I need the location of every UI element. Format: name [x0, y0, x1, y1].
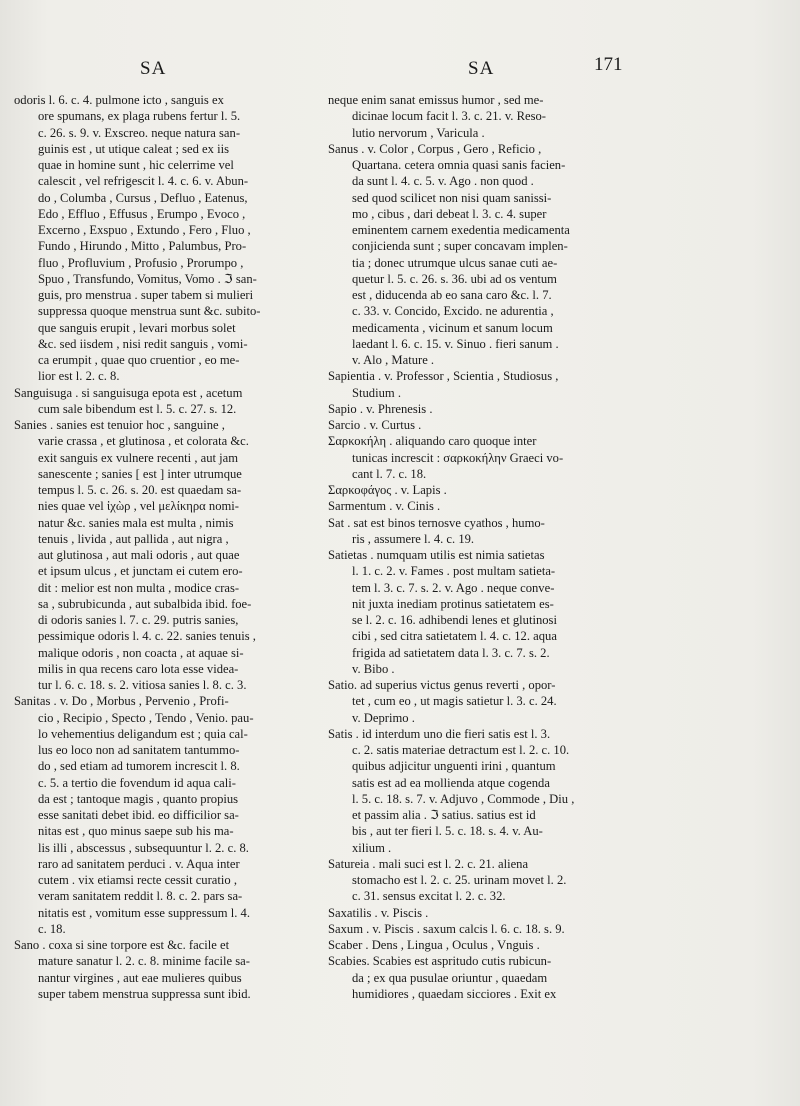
entry-line: Σαρκοφάγος . v. Lapis .	[328, 483, 447, 497]
entry-line: Sapio . v. Phrenesis .	[328, 401, 433, 416]
entry-line: dit : melior est non multa , modice cras-	[38, 580, 240, 595]
entry-line: v. Deprimo .	[352, 710, 415, 725]
entry-line: malique odoris , non coacta , at aquae si-	[38, 645, 244, 660]
entry-line: tempus l. 5. c. 26. s. 20. est quaedam sa-	[38, 483, 242, 497]
entry-line: super tabem menstrua suppressa sunt ibid.	[38, 986, 251, 1001]
entry-line: tunicas increscit : σαρκοκήλην Graeci vo-	[352, 450, 564, 465]
entry-line: sa , subrubicunda , aut subalbida ibid. foe-	[38, 596, 252, 611]
entry-line: neque enim sanat emissus humor , sed me-	[328, 93, 544, 107]
entry-line: c. 31. sensus excitat l. 2. c. 32.	[352, 889, 506, 904]
entry-line: ca erumpit , quae quo cruentior , eo me-	[38, 353, 240, 367]
entry-line: Spuo , Transfundo, Vomitus, Vomo . ℑ san-	[38, 271, 257, 286]
entry-line: raro ad sanitatem perduci . v. Aqua inter	[38, 856, 240, 871]
running-head-right: SA	[468, 58, 495, 79]
entry-line: stomacho est l. 2. c. 25. urinam movet l. 2.	[352, 873, 567, 887]
entry-line: tur l. 6. c. 18. s. 2. vitiosa sanies l. 8. c. 3.	[38, 678, 247, 692]
entry-line: di odoris sanies l. 7. c. 29. putris sanies,	[38, 613, 239, 627]
dictionary-entry	[14, 92, 334, 385]
entry-line: v. Bibo .	[352, 661, 395, 676]
entry-line: Scaber . Dens , Lingua , Oculus , Vnguis .	[328, 938, 540, 952]
entry-line: se l. 2. c. 16. adhibendi lenes et glutinosi	[352, 613, 557, 627]
dictionary-entry	[328, 401, 672, 417]
dictionary-entry	[14, 937, 334, 1002]
dictionary-entry	[328, 433, 672, 482]
entry-line: Sanies . sanies est tenuior hoc , sanguine ,	[14, 418, 225, 432]
entry-line: do , sed etiam ad tumorem increscit l. 8.	[38, 759, 240, 774]
entry-line: lior est l. 2. c. 8.	[38, 369, 120, 384]
entry-line: cant l. 7. c. 18.	[352, 466, 427, 481]
entry-line: ris , assumere l. 4. c. 19.	[352, 531, 475, 546]
entry-line: pessimique odoris l. 4. c. 22. sanies tenuis ,	[38, 629, 256, 644]
entry-line: c. 26. s. 9. v. Exscreo. neque natura san-	[38, 125, 241, 140]
entry-line: mo , cibus , dari debeat l. 3. c. 4. super	[352, 206, 547, 221]
entry-line: v. Alo , Mature .	[352, 353, 435, 367]
dictionary-entry	[328, 547, 672, 677]
entry-line: Sanitas . v. Do , Morbus , Pervenio , Profi-	[14, 694, 229, 709]
entry-line: guinis est , ut utique caleat ; sed ex iis	[38, 141, 229, 156]
dictionary-entry	[328, 498, 672, 514]
entry-line: Sat . sat est binos ternosve cyathos , humo-	[328, 515, 545, 530]
entry-line: satis est ad ea mollienda atque cogenda	[352, 775, 550, 790]
entry-line: Edo , Effluo , Effusus , Erumpo , Evoco ,	[38, 206, 246, 221]
entry-line: &c. sed iisdem , nisi redit sanguis , vomi-	[38, 336, 248, 351]
dictionary-entry	[328, 677, 672, 726]
dictionary-entry	[14, 693, 334, 937]
entry-line: Sarmentum . v. Cinis .	[328, 499, 441, 514]
entry-line: Σαρκοκήλη . aliquando caro quoque inter	[328, 434, 537, 449]
right-column	[328, 92, 672, 1002]
entry-line: tia ; donec utrumque ulcus sanae cuti ae-	[352, 255, 558, 270]
entry-line: guis, pro menstrua . super tabem si mulieri	[38, 288, 254, 302]
page-header	[0, 54, 800, 88]
dictionary-entry	[14, 385, 334, 418]
entry-line: Satureia . mali suci est l. 2. c. 21. aliena	[328, 856, 529, 871]
entry-line: varie crassa , et glutinosa , et colorata &c.	[38, 434, 249, 449]
dictionary-entry	[328, 417, 672, 433]
entry-line: da est ; tantoque magis , quanto propius	[38, 791, 239, 806]
entry-line: odoris l. 6. c. 4. pulmone icto , sanguis ex	[14, 93, 224, 107]
entry-line: lis illi , abscessus , subsequuntur l. 2. c. 8.	[38, 840, 249, 855]
entry-line: quibus adjicitur unguenti irini , quantum	[352, 759, 556, 774]
entry-line: Studium .	[352, 385, 401, 400]
entry-line: c. 33. v. Concido, Excido. ne adurentia ,	[352, 304, 554, 319]
entry-line: natur &c. sanies mala est multa , nimis	[38, 515, 234, 530]
entry-line: fluo , Profluvium , Profusio , Prorumpo ,	[38, 255, 244, 270]
entry-line: Scabies. Scabies est aspritudo cutis rubicun-	[328, 954, 552, 969]
entry-line: lo vehementius deligandum est ; quia cal-	[38, 726, 248, 741]
entry-line: exit sanguis ex vulnere recenti , aut jam	[38, 450, 239, 465]
entry-line: Satis . id interdum uno die fieri satis est l. 3.	[328, 726, 551, 741]
dictionary-entry	[328, 856, 672, 905]
entry-line: nit juxta inediam protinus satietatem es-	[352, 596, 554, 611]
entry-line: da ; ex qua pusulae oriuntur , quaedam	[352, 970, 548, 985]
entry-line: veram sanitatem reddit l. 8. c. 2. pars sa-	[38, 889, 243, 904]
entry-line: que sanguis erupit , levari morbus solet	[38, 320, 236, 335]
dictionary-entry	[328, 937, 672, 953]
dictionary-entry	[328, 368, 672, 401]
dictionary-entry	[328, 921, 672, 937]
entry-line: cibi , sed citra satietatem l. 4. c. 12. aqua	[352, 629, 557, 644]
entry-line: quetur l. 5. c. 26. s. 36. ubi ad os ventum	[352, 271, 557, 286]
entry-line: humidiores , quaedam sicciores . Exit ex	[352, 986, 557, 1001]
left-column	[14, 92, 334, 1002]
entry-line: Excerno , Exspuo , Extundo , Fero , Fluo ,	[38, 223, 251, 237]
entry-line: calescit , vel refrigescit l. 4. c. 6. v. Abun-	[38, 174, 249, 189]
dictionary-entry	[328, 92, 672, 141]
entry-line: da sunt l. 4. c. 5. v. Ago . non quod .	[352, 174, 534, 189]
entry-line: sed quod scilicet non nisi quam sanissi-	[352, 190, 552, 205]
entry-line: mature sanatur l. 2. c. 8. minime facile sa-	[38, 954, 250, 969]
entry-line: Fundo , Hirundo , Mitto , Palumbus, Pro-	[38, 239, 247, 254]
entry-line: Sanguisuga . si sanguisuga epota est , acetum	[14, 385, 243, 400]
entry-line: lutio nervorum , Varicula .	[352, 125, 485, 140]
entry-line: nitas est , quo minus saepe sub his ma-	[38, 824, 234, 839]
dictionary-entry	[328, 515, 672, 548]
page-number: 171	[594, 54, 623, 75]
running-head-left: SA	[140, 58, 167, 79]
entry-line: quae in homine sunt , hic celerrime vel	[38, 158, 234, 172]
entry-line: eminentem carnem exedentia medicamenta	[352, 223, 570, 237]
entry-line: Saxum . v. Piscis . saxum calcis l. 6. c. 18. s. 9.	[328, 921, 565, 936]
entry-line: suppressa quoque menstrua sunt &c. subito-	[38, 304, 261, 319]
entry-line: et ipsum ulcus , et junctam ei cutem ero-	[38, 564, 243, 579]
entry-line: c. 5. a tertio die fovendum id aqua cali-	[38, 775, 236, 790]
entry-line: Saxatilis . v. Piscis .	[328, 905, 429, 920]
entry-line: aut glutinosa , aut mali odoris , aut quae	[38, 548, 240, 562]
entry-line: conjicienda sunt ; super concavam implen-	[352, 239, 568, 254]
entry-line: cio , Recipio , Specto , Tendo , Venio. pau-	[38, 710, 254, 725]
entry-line: est , diducenda ab eo sana caro &c. l. 7.	[352, 288, 552, 302]
entry-line: lus eo loco non ad sanitatem tantummo-	[38, 743, 240, 757]
dictionary-entry	[328, 953, 672, 1002]
entry-line: nantur virgines , aut eae mulieres quibus	[38, 970, 242, 985]
entry-line: Sarcio . v. Curtus .	[328, 418, 422, 432]
entry-line: laedant l. 6. c. 15. v. Sinuo . fieri sanum .	[352, 336, 559, 351]
entry-line: Sapientia . v. Professor , Scientia , Studiosus ,	[328, 369, 559, 384]
entry-line: do , Columba , Cursus , Defluo , Eatenus,	[38, 190, 248, 205]
dictionary-entry	[14, 417, 334, 693]
entry-line: Sano . coxa si sine torpore est &c. facile et	[14, 938, 230, 952]
dictionary-entry	[328, 482, 672, 498]
entry-line: tet , cum eo , ut magis satietur l. 3. c. 24.	[352, 694, 557, 709]
entry-line: tem l. 3. c. 7. s. 2. v. Ago . neque conve-	[352, 580, 555, 595]
entry-line: bis , aut ter fieri l. 5. c. 18. s. 4. v. Au-	[352, 824, 543, 839]
entry-line: sanescente ; sanies [ est ] inter utrumque	[38, 466, 242, 481]
entry-line: ore spumans, ex plaga rubens fertur l. 5.	[38, 109, 241, 124]
entry-line: esse sanitati debet ibid. eo difficilior sa-	[38, 808, 239, 822]
entry-line: cutem . vix etiamsi recte cessit curatio ,	[38, 873, 237, 887]
entry-line: tenuis , livida , aut pallida , aut nigra ,	[38, 531, 229, 546]
dictionary-entry	[328, 905, 672, 921]
entry-line: et passim alia . ℑ satius. satius est id	[352, 808, 536, 822]
entry-line: cum sale bibendum est l. 5. c. 27. s. 12.	[38, 401, 237, 416]
entry-line: Satietas . numquam utilis est nimia satietas	[328, 548, 545, 562]
entry-line: c. 18.	[38, 921, 66, 936]
entry-line: medicamenta , vicinum et sanum locum	[352, 320, 553, 335]
dictionary-entry	[328, 726, 672, 856]
entry-line: Sanus . v. Color , Corpus , Gero , Reficio ,	[328, 141, 542, 156]
entry-line: l. 5. c. 18. s. 7. v. Adjuvo , Commode , Diu ,	[352, 791, 575, 806]
entry-line: nies quae vel ἰχὼρ , vel μελίκηρα nomi-	[38, 499, 240, 514]
entry-line: Quartana. cetera omnia quasi sanis facien-	[352, 158, 566, 172]
entry-line: dicinae locum facit l. 3. c. 21. v. Reso-	[352, 109, 546, 124]
entry-line: frigida ad satietatem data l. 3. c. 7. s. 2.	[352, 645, 550, 660]
entry-line: milis in qua recens caro lota esse videa-	[38, 661, 239, 676]
entry-line: l. 1. c. 2. v. Fames . post multam satieta-	[352, 564, 556, 579]
entry-line: xilium .	[352, 840, 392, 855]
entry-line: nitatis est , vomitum esse suppressum l. 4.	[38, 905, 250, 920]
entry-line: Satio. ad superius victus genus reverti , opor-	[328, 678, 556, 692]
entry-line: c. 2. satis materiae detractum est l. 2. c. 10.	[352, 743, 570, 757]
dictionary-entry	[328, 141, 672, 369]
